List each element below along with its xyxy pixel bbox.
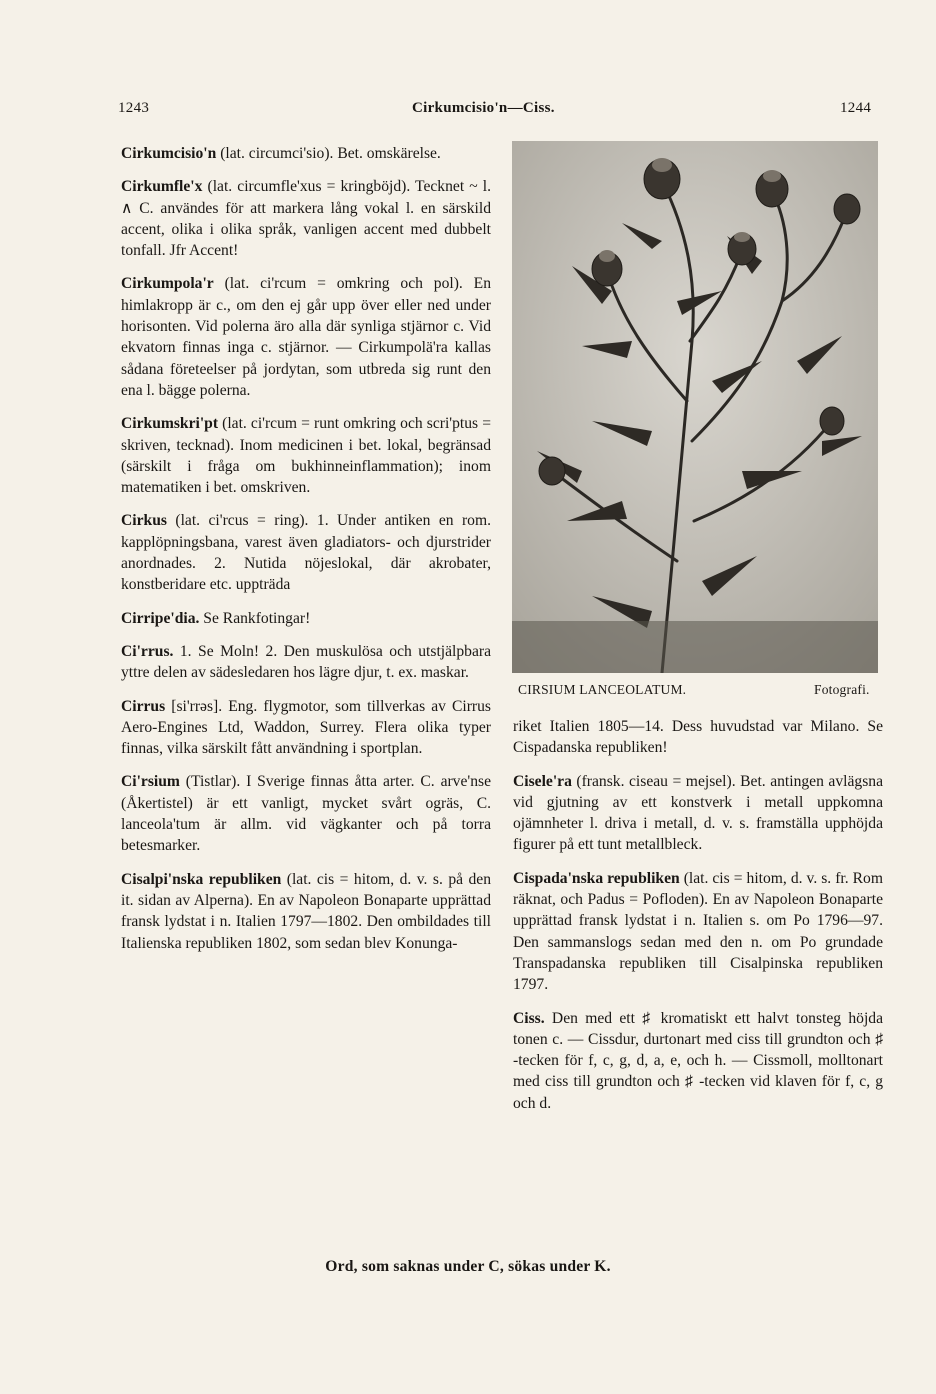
entry-headword: Cirrus bbox=[121, 697, 166, 715]
right-column bbox=[513, 716, 883, 1126]
page-number-right: 1244 bbox=[840, 100, 872, 116]
entry-text: (lat. ci'rcum = runt omkring och scri'ptus = skriven, tecknad). Inom medicinen i bet. lokal, begränsad (särskilt i fråga om bukhinneinflammation); inom matematiken i bet. omskriven. bbox=[121, 415, 491, 497]
running-title: Cirkumcisio'n—Ciss. bbox=[412, 100, 555, 116]
entry-text: (lat. ci'rcum = omkring och pol). En himlakropp är c., om den ej går upp över eller ned under horisonten. Vid polerna äro alla där synliga stjärnor c. Vid ekvatorn finnas inga c. stjärnor. — Cirkumpolä'ra kallas sådana företeelser på jordytan, som utbreda sig runt den ena l. bägge polerna. bbox=[121, 275, 491, 399]
entry-text: (lat. cis = hitom, d. v. s. på den it. sidan av Alperna). En av Napoleon Bonaparte upprättad fransk lydstat i n. Italien 1797—1802. Den ombildades till Italienska republiken 1802, som sedan blev Konunga- bbox=[121, 870, 492, 952]
entry-headword: Cirkumskri'pt bbox=[121, 415, 219, 433]
entry bbox=[121, 510, 491, 595]
entry-headword: Cirripe'dia. bbox=[121, 609, 200, 627]
entry bbox=[121, 273, 491, 401]
entry bbox=[121, 696, 491, 760]
entry bbox=[121, 413, 491, 498]
page-footer-note: Ord, som saknas under C, sökas under K. bbox=[325, 1258, 611, 1275]
entry-headword: Ciss. bbox=[513, 1009, 545, 1027]
entry-text: 1. Se Moln! 2. Den muskulösa och utstjälpbara yttre delen av sädesledaren hos lägre djur, t. ex. maskar. bbox=[121, 642, 491, 682]
photo-credit: Fotografi. bbox=[814, 682, 870, 697]
entry-text: (lat. cis = hitom, d. v. s. fr. Rom räknat, och Padus = Pofloden). En av Napoleon Bonaparte upprättad fransk lydstat i n. Italien s. om Po 1796—97. Den sammanslogs sedan med den n. om Po grundade Transpadanska republiken till Cisalpinska republiken 1797. bbox=[513, 869, 883, 994]
entry-text: [si'rrəs]. Eng. flygmotor, som tillverkas av Cirrus Aero-Engines Ltd, Waddon, Surrey. Flera olika typer finnas, vilka särskilt fått användning i sportplan. bbox=[121, 697, 491, 758]
entry bbox=[513, 1008, 883, 1114]
entry-text: Se Rankfotingar! bbox=[199, 609, 311, 627]
entry bbox=[513, 716, 883, 759]
entry-text: Den med ett ♯ kromatiskt ett halvt tonsteg höjda tonen c. — Cissdur, durtonart med ciss till grundton och ♯ -tecken för f, c, g, d, a, e, och h. — Cissmoll, molltonart med ciss till grundton och ♯ -tecken vid klaven för f, c, g och d. bbox=[513, 1009, 883, 1112]
entry-headword: Ci'rrus. bbox=[121, 642, 174, 660]
entry-headword: Cirkumpola'r bbox=[121, 275, 214, 293]
entry-text: (Tistlar). I Sverige finnas åtta arter. C. arve'nse (Åkertistel) är ett vanligt, mycket svårt ogräs, C. lanceola'tum är allm. vid vägkanter och på torra betesmarker. bbox=[121, 773, 491, 855]
entry-text: (lat. circumfle'xus = kringböjd). Tecknet ~ l. ∧ C. användes för att markera lång vokal l. en särskild accent, olika i olika språk, vanligen accent med dubbelt tonfall. Jfr Accent! bbox=[121, 178, 491, 260]
entry-headword: Ci'rsium bbox=[121, 773, 180, 791]
entry-headword: Cispada'nska republiken bbox=[513, 869, 680, 887]
page-number-left: 1243 bbox=[118, 100, 150, 116]
thistle-plant-icon bbox=[512, 141, 878, 673]
entry bbox=[121, 771, 491, 856]
entry-headword: Cirkumfle'x bbox=[121, 178, 203, 196]
entry-headword: Cirkumcisio'n bbox=[121, 145, 217, 162]
entry-headword: Cirkus bbox=[121, 512, 167, 530]
entry bbox=[121, 176, 491, 261]
entry bbox=[121, 641, 491, 684]
entry-headword: Cisalpi'nska republiken bbox=[121, 870, 282, 888]
left-column bbox=[121, 143, 491, 966]
entry bbox=[121, 869, 491, 954]
entry bbox=[513, 868, 883, 996]
entry-text: (fransk. ciseau = mejsel). Bet. antingen avlägsna vid gjutning av ett konstverk i metall uppkomna ojämnheter l. driva i metall, d. v. s. framställa upphöjda figurer på ett tunt metallbleck. bbox=[513, 772, 883, 854]
entry bbox=[121, 608, 491, 629]
thistle-photograph bbox=[512, 141, 878, 673]
entry-text: (lat. ci'rcus = ring). 1. Under antiken en rom. kapplöpningsbana, varest även gladiators- och djurstrider anordnades. 2. Nutida nöjeslokal, där akrobater, konstberidare etc. uppträda bbox=[121, 512, 491, 594]
entry-text: (lat. circumci'sio). Bet. omskärelse. bbox=[216, 145, 441, 162]
entry-headword: Cisele'ra bbox=[513, 772, 572, 790]
photo-caption: CIRSIUM LANCEOLATUM. bbox=[518, 682, 687, 697]
entry bbox=[513, 771, 883, 856]
entry bbox=[121, 143, 491, 164]
entry-text: riket Italien 1805—14. Dess huvudstad var Milano. Se Cispadanska republiken! bbox=[513, 718, 883, 757]
